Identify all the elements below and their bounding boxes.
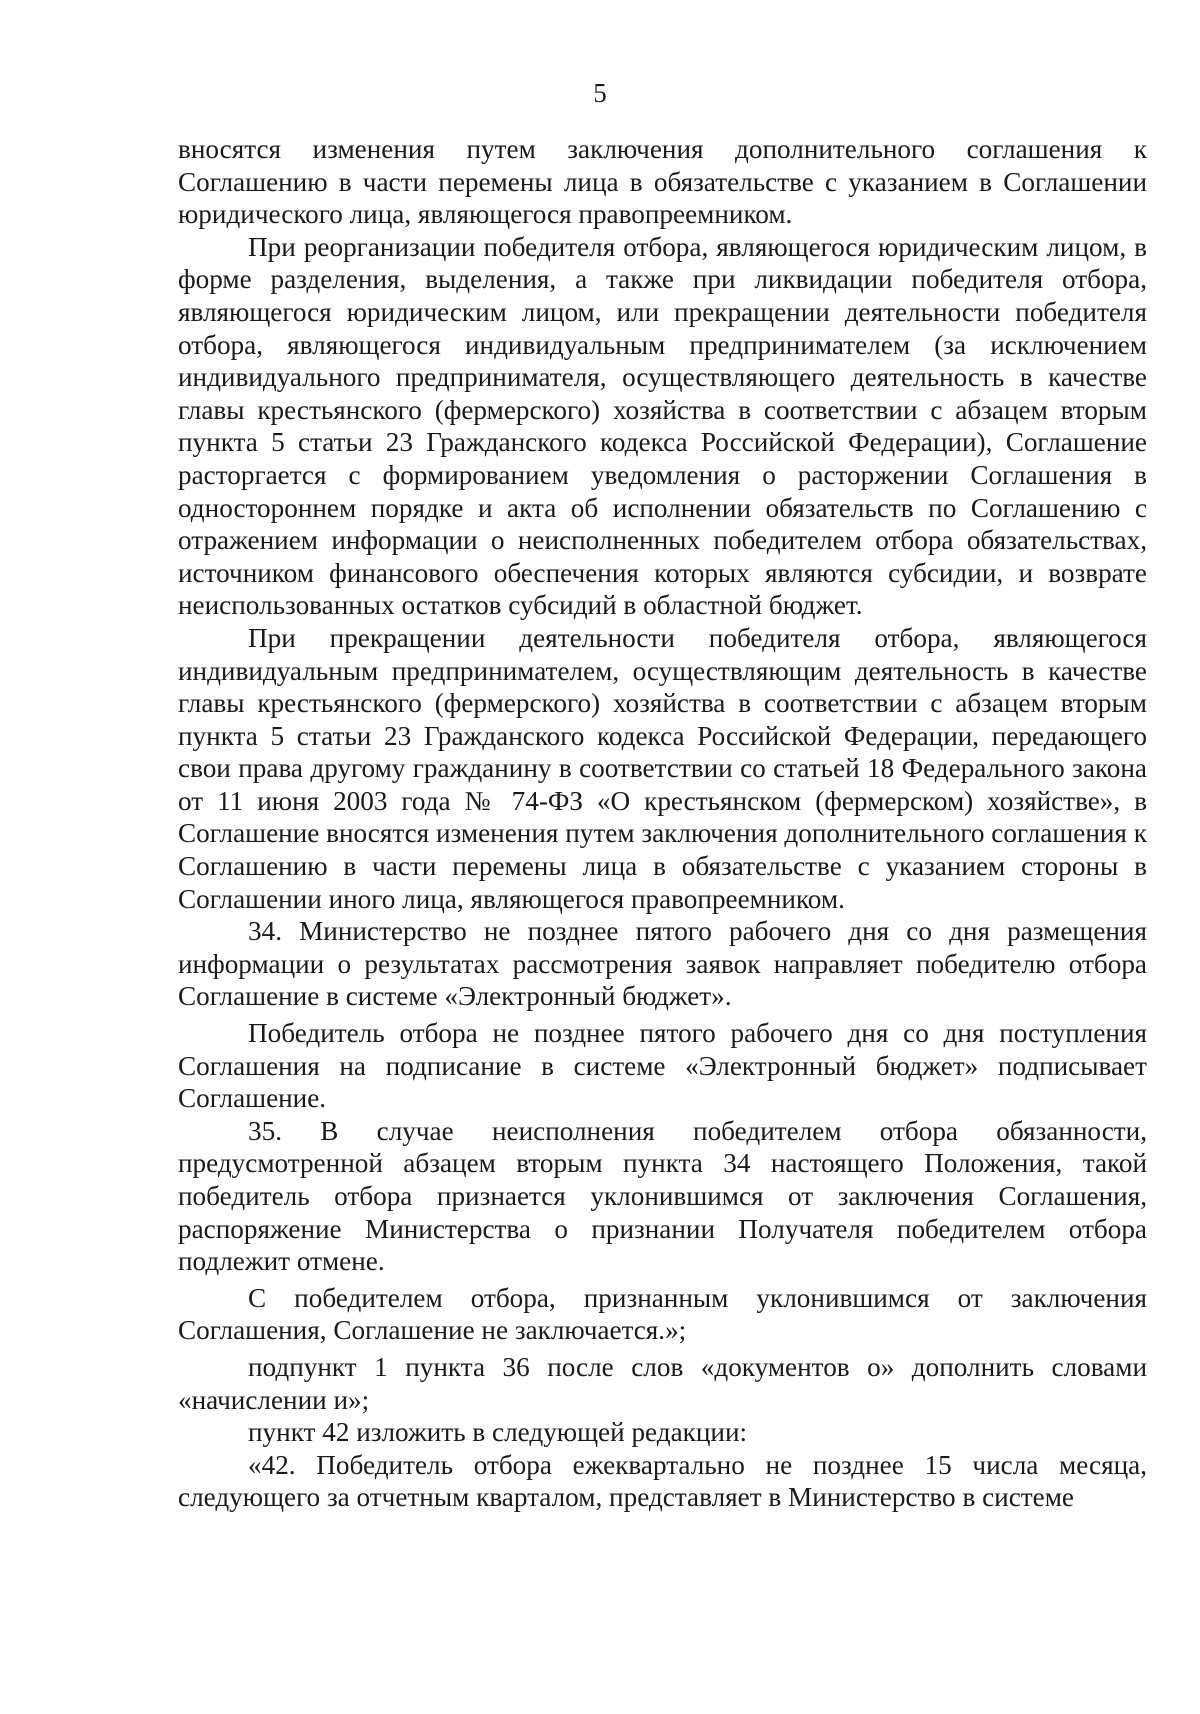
paragraph: подпункт 1 пункта 36 после слов «документов о» дополнить словами «начислении и»; — [178, 1351, 1147, 1415]
document-body — [178, 133, 1147, 1514]
paragraph: При прекращении деятельности победителя отбора, являющегося индивидуальным предпринимателем, осуществляющим деятельность в качестве главы крестьянского (фермерского) хозяйства в соответствии с абзацем вторым пункта 5 статьи 23 Гражданского кодекса Российской Федерации, передающего свои права другому гражданину в соответствии со статьей 18 Федерального закона от 11 июня 2003 года № 74-ФЗ «О крестьянском (фермерском) хозяйстве», в Соглашение вносятся изменения путем заключения дополнительного соглашения к Соглашению в части перемены лица в обязательстве с указанием стороны в Соглашении иного лица, являющегося правопреемником. — [178, 622, 1147, 914]
paragraph: 35. В случае неисполнения победителем отбора обязанности, предусмотренной абзацем вторым пункта 34 настоящего Положения, такой победитель отбора признается уклонившимся от заключения Соглашения, распоряжение Министерства о признании Получателя победителем отбора подлежит отмене. — [178, 1115, 1147, 1277]
paragraph: вносятся изменения путем заключения дополнительного соглашения к Соглашению в части перемены лица в обязательстве с указанием в Соглашении юридического лица, являющегося правопреемником. — [178, 134, 1147, 230]
paragraph: С победителем отбора, признанным уклонившимся от заключения Соглашения, Соглашение не заключается.»; — [178, 1282, 1147, 1346]
paragraph: При реорганизации победителя отбора, являющегося юридическим лицом, в форме разделения, выделения, а также при ликвидации победителя отбора, являющегося юридическим лицом, или прекращении деятельности победителя отбора, являющегося индивидуальным предпринимателем (за исключением индивидуального предпринимателя, осуществляющего деятельность в качестве главы крестьянского (фермерского) хозяйства в соответствии с абзацем вторым пункта 5 статьи 23 Гражданского кодекса Российской Федерации), Соглашение расторгается с формированием уведомления о расторжении Соглашения в одностороннем порядке и акта об исполнении обязательств по Соглашению с отражением информации о неисполненных победителем отбора обязательствах, источником финансового обеспечения которых являются субсидии, и возврате неиспользованных остатков субсидий в областной бюджет. — [178, 231, 1147, 621]
paragraph: 34. Министерство не позднее пятого рабочего дня со дня размещения информации о результатах рассмотрения заявок направляет победителю отбора Соглашение в системе «Электронный бюджет». — [178, 916, 1147, 1012]
paragraph: «42. Победитель отбора ежеквартально не позднее 15 числа месяца, следующего за отчетным кварталом, представляет в Министерство в системе — [178, 1449, 1147, 1513]
paragraph: пункт 42 изложить в следующей редакции: — [248, 1417, 748, 1448]
paragraph: Победитель отбора не позднее пятого рабочего дня со дня поступления Соглашения на подписание в системе «Электронный бюджет» подписывает Соглашение. — [178, 1018, 1147, 1114]
page-number: 5 — [593, 78, 607, 108]
